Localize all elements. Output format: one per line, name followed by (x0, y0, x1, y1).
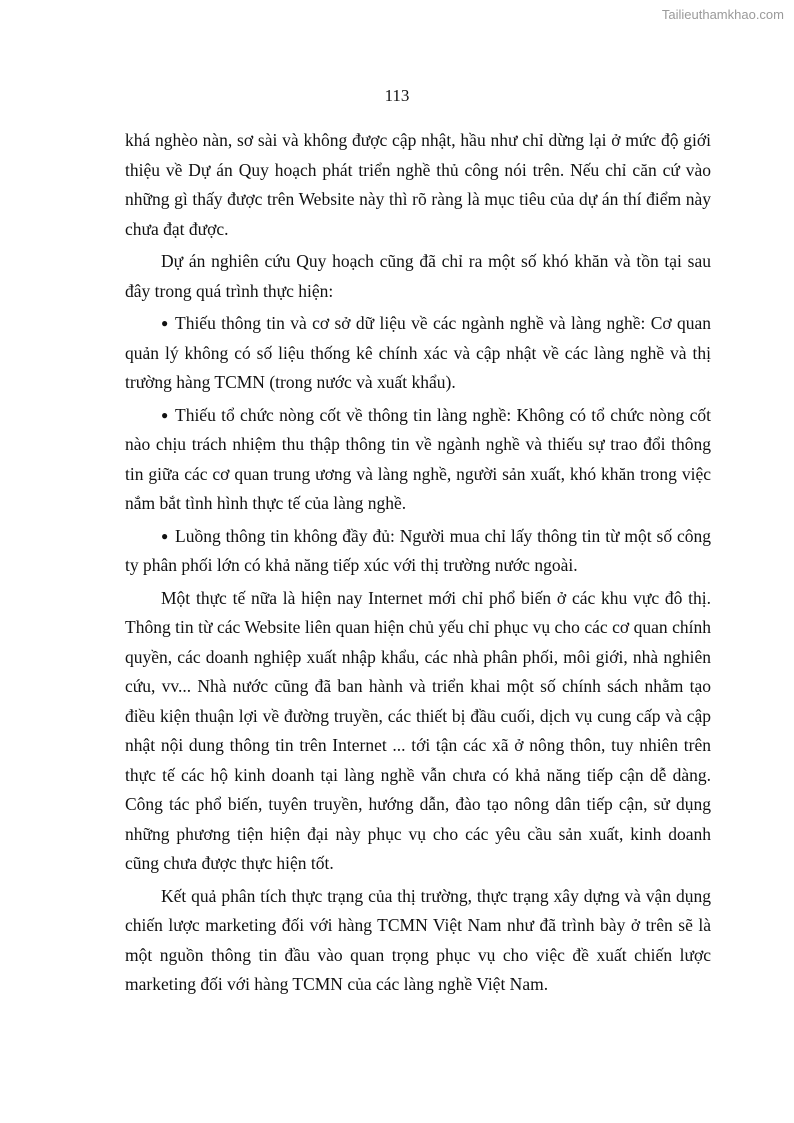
bullet-text: Thiếu tổ chức nòng cốt về thông tin làng nghề: Không có tổ chức nòng cốt nào chịu trách nhiệm thu thập thông tin về ngành nghề và thiếu sự trao đổi thông tin giữa các cơ quan trung ương và làng nghề, người sản xuất, khó khăn trong việc nắm bắt tình hình thực tế của làng nghề. (125, 404, 711, 513)
bullet-item (125, 309, 711, 398)
bullet-text: Luồng thông tin không đầy đủ: Người mua chỉ lấy thông tin từ một số công ty phân phối lớn có khả năng tiếp xúc với thị trường nước ngoài. (125, 525, 711, 575)
bullet-icon: ● (161, 528, 169, 543)
document-body (125, 126, 711, 1003)
bullet-icon: ● (161, 407, 169, 422)
paragraph: Một thực tế nữa là hiện nay Internet mới chỉ phổ biến ở các khu vực đô thị. Thông tin từ các Website liên quan hiện chủ yếu chỉ phục vụ cho các cơ quan chính quyền, các doanh nghiệp xuất nhập khẩu, các nhà phân phối, môi giới, nhà nghiên cứu, vv... Nhà nước cũng đã ban hành và triển khai một số chính sách nhằm tạo điều kiện thuận lợi về đường truyền, các thiết bị đầu cuối, dịch vụ cung cấp và cập nhật nội dung thông tin trên Internet ... tới tận các xã ở nông thôn, tuy nhiên trên thực tế các hộ kinh doanh tại làng nghề vẫn chưa có khả năng tiếp cận dễ dàng. Công tác phổ biến, tuyên truyền, hướng dẫn, đào tạo nông dân tiếp cận, sử dụng những phương tiện hiện đại này phục vụ cho các yêu cầu sản xuất, kinh doanh cũng chưa được thực hiện tốt. (125, 587, 711, 873)
bullet-item (125, 522, 711, 581)
bullet-icon: ● (161, 316, 169, 330)
paragraph: Dự án nghiên cứu Quy hoạch cũng đã chỉ ra một số khó khăn và tồn tại sau đây trong quá trình thực hiện: (125, 251, 711, 301)
page-number: 113 (384, 86, 410, 105)
paragraph-continuation: khá nghèo nàn, sơ sài và không được cập nhật, hầu như chỉ dừng lại ở mức độ giới thiệu về Dự án Quy hoạch phát triển nghề thủ công nói trên. Nếu chỉ căn cứ vào những gì thấy được trên Website này thì rõ ràng là mục tiêu của dự án thí điểm này chưa đạt được. (125, 130, 711, 239)
paragraph: Kết quả phân tích thực trạng của thị trường, thực trạng xây dựng và vận dụng chiến lược marketing đối với hàng TCMN Việt Nam như đã trình bày ở trên sẽ là một nguồn thông tin đầu vào quan trọng phục vụ cho việc đề xuất chiến lược marketing đối với hàng TCMN của các làng nghề Việt Nam. (125, 885, 711, 994)
bullet-item (125, 401, 711, 519)
bullet-text: Thiếu thông tin và cơ sở dữ liệu về các ngành nghề và làng nghề: Cơ quan quản lý không có số liệu thống kê chính xác và cập nhật về các làng nghề và thị trường hàng TCMN (trong nước và xuất khẩu). (125, 313, 711, 392)
watermark: Tailieuthamkhao.com (661, 7, 784, 22)
